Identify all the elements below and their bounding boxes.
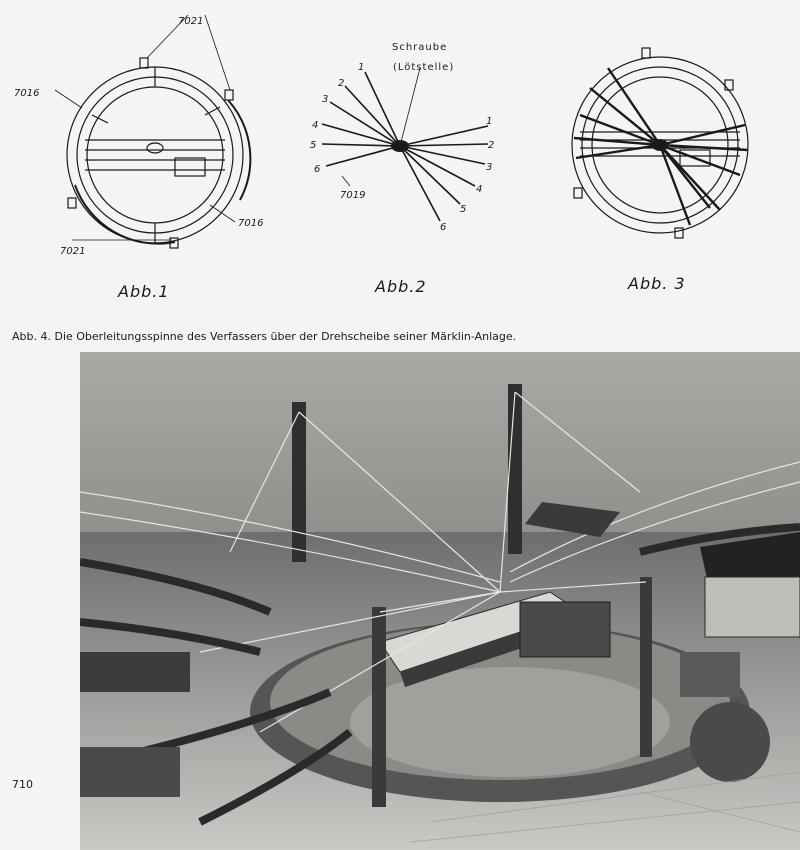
abb2-right-number: 2 <box>488 140 495 151</box>
abb1-drawing <box>0 10 280 270</box>
figure-abb3 <box>560 40 760 250</box>
figure-abb2 <box>300 36 510 246</box>
abb2-caption: Abb.2 <box>375 277 427 296</box>
abb2-right-number: 1 <box>486 116 493 127</box>
figure-abb1 <box>0 10 280 270</box>
abb2-right-number: 6 <box>440 222 447 233</box>
page-number: 710 <box>12 778 33 791</box>
abb2-drawing <box>300 36 510 246</box>
abb2-left-number: 5 <box>310 140 317 151</box>
abb2-right-number: 5 <box>460 204 467 215</box>
abb1-label-right: 7016 <box>238 218 264 229</box>
abb2-left-number: 3 <box>322 94 329 105</box>
abb1-caption: Abb.1 <box>118 282 170 301</box>
abb3-center-point <box>652 139 668 151</box>
abb1-label-bottom: 7021 <box>60 246 86 257</box>
abb2-screw-point <box>391 140 409 152</box>
abb4-photo <box>80 352 800 850</box>
abb3-caption: Abb. 3 <box>628 274 686 293</box>
abb2-right-number: 4 <box>476 184 483 195</box>
abb1-label-left: 7016 <box>14 88 40 99</box>
abb2-left-number: 2 <box>338 78 345 89</box>
abb2-left-number: 4 <box>312 120 319 131</box>
abb4-caption: Abb. 4. Die Oberleitungsspinne des Verfassers über der Drehscheibe seiner Märklin-Anlage. <box>12 330 517 343</box>
abb2-wire-label: 7019 <box>340 190 366 201</box>
abb2-title-line1: Schraube <box>392 42 448 53</box>
abb2-left-number: 1 <box>358 62 365 73</box>
abb2-right-number: 3 <box>486 162 493 173</box>
abb3-drawing <box>560 40 760 250</box>
abb1-label-top: 7021 <box>178 16 204 27</box>
abb2-left-number: 6 <box>314 164 321 175</box>
turntable-photo-illustration <box>80 352 800 850</box>
abb2-title-line2: (Lötstelle) <box>393 62 455 73</box>
